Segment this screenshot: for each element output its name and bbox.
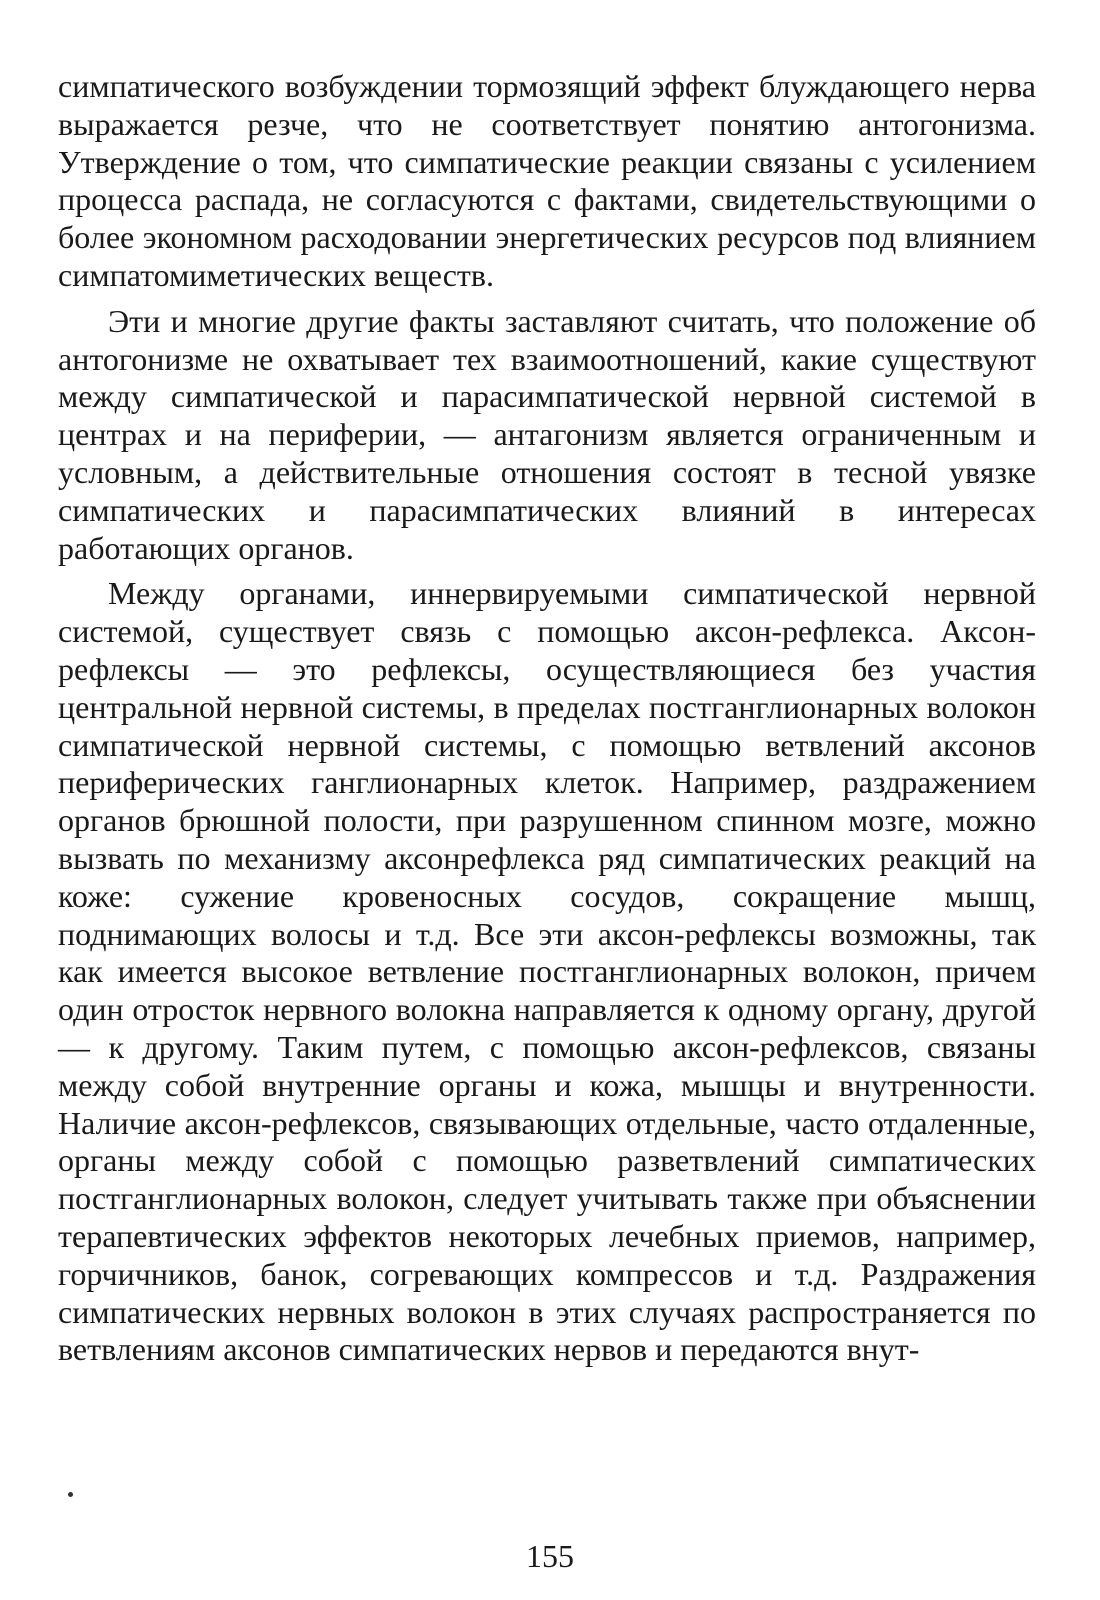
print-speck [68,1492,73,1497]
paragraph-2: Эти и многие другие факты заставляют считать, что положение об антогонизме не охватывает тех взаимоотношений, какие существуют между симпатической и парасимпатической нервной системой в центрах и на периферии, — антагонизм является ограниченным и условным, а действительные отношения состоят в тесной увязке симпатических и парасимпатических влияний в интересах работающих органов. [58,302,1036,566]
paragraph-3: Между органами, иннервируемыми симпатической нервной системой, существует связь с помощью аксон-рефлекса. Аксон-рефлексы — это рефлексы, осуществляющиеся без участия центральной нервной системы, в пределах постганглионарных волокон симпатической нервной системы, с помощью ветвлений аксонов периферических ганглионарных клеток. Например, раздражением органов брюшной полости, при разрушенном спинном мозге, можно вызвать по механизму аксонрефлекса ряд симпатических реакций на коже: сужение кровеносных сосудов, сокращение мышц, поднимающих волосы и т.д. Все эти аксон-рефлексы возможны, так как имеется высокое ветвление постганглионарных волокон, причем один отросток нервного волокна направляется к одному органу, другой — к другому. Таким путем, с помощью аксон-рефлексов, связаны между собой внутренние органы и кожа, мышцы и внутренности. Наличие аксон-рефлексов, связывающих отдельные, часто отдаленные, органы между собой с помощью разветвлений симпатических постганглионарных волокон, следует учитывать также при объяснении терапевтических эффектов некоторых лечебных приемов, например, горчичников, банок, согревающих компрессов и т.д. Раздражения симпатических нервных волокон в этих случаях распространяется по ветвлениям аксонов симпатических нервов и передаются внут- [58,575,1036,1368]
page-number: 155 [526,1538,574,1574]
page-body [58,68,1036,1377]
paragraph-1: симпатического возбуждении тормозящий эффект блуждающего нерва выражается резче, что не соответствует понятию антогонизма. Утверждение о том, что симпатические реакции связаны с усилением процесса распада, не согласуются с фактами, свидетельствующими о более экономном расходовании энергетических ресурсов под влиянием симпатомиметических веществ. [58,68,1036,293]
